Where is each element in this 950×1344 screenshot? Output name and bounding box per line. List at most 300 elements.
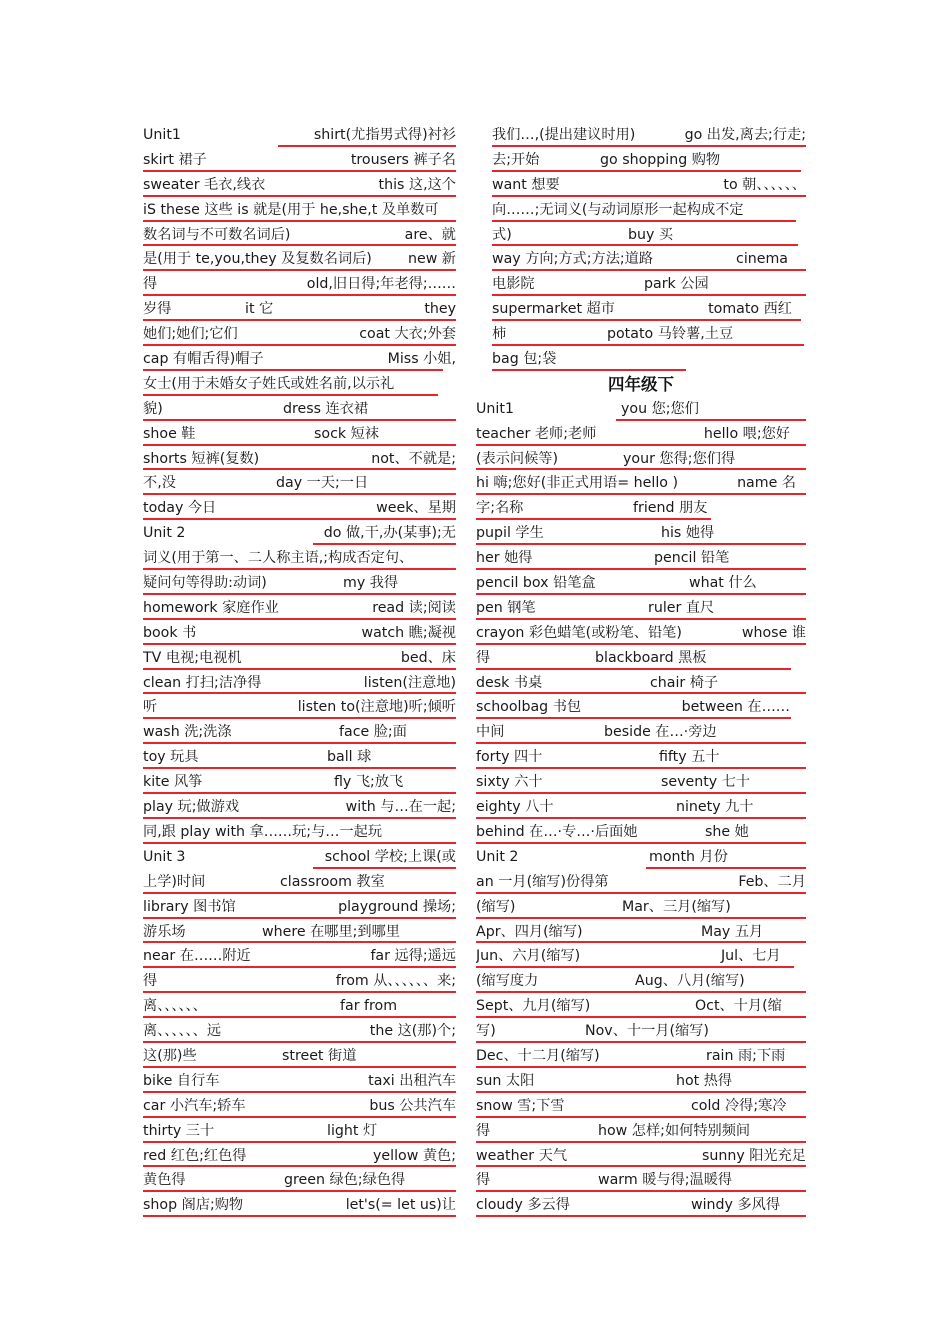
vocab-entry: way 方向;方式;方法;道路 (492, 251, 654, 268)
vocab-entry: Miss 小姐, (387, 351, 456, 368)
vocab-entry: Feb、二月 (738, 873, 806, 890)
vocab-line (143, 921, 456, 946)
vocab-line (476, 846, 806, 871)
vocab-line (476, 696, 806, 721)
vocab-line (143, 448, 456, 473)
vocab-line (476, 174, 806, 199)
red-underline (143, 742, 456, 744)
vocab-entry: Mar、三月(缩写) (622, 898, 731, 915)
red-underline (143, 369, 443, 371)
vocab-entry: play 玩;做游戏 (143, 799, 240, 816)
vocab-entry: 貌) (143, 400, 163, 417)
vocab-entry: an 一月(缩写)份得第 (476, 873, 609, 890)
red-underline (143, 394, 438, 396)
vocab-entry: Jun、六月(缩写) (476, 948, 581, 965)
vocab-line (476, 124, 806, 149)
vocab-entry: eighty 八十 (476, 799, 554, 816)
vocab-entry: thirty 三十 (143, 1122, 215, 1139)
red-underline (476, 1215, 806, 1217)
vocab-entry: cloudy 多云得 (476, 1197, 570, 1214)
red-underline (476, 444, 806, 446)
red-underline (476, 1066, 806, 1068)
vocab-line (476, 1194, 806, 1219)
vocab-line (143, 273, 456, 298)
vocab-entry: school 学校;上课(或 (324, 848, 456, 865)
vocab-entry: clean 打扫;洁净得 (143, 674, 262, 691)
vocab-entry: she 她 (705, 823, 749, 840)
red-underline (143, 518, 456, 520)
red-underline (492, 344, 804, 346)
vocab-entry: watch 瞧;凝视 (361, 624, 456, 641)
red-underline (492, 244, 798, 246)
vocab-entry: 是(用于 te,you,they 及复数名词后) (143, 251, 372, 268)
vocab-entry: 向……;无词义(与动词原形一起构成不定 (492, 201, 744, 218)
vocab-entry: near 在……附近 (143, 948, 251, 965)
red-underline (476, 1041, 806, 1043)
vocab-entry: go 出发,离去;行走; (684, 127, 806, 143)
vocab-entry: 得 (143, 973, 158, 990)
vocab-line (476, 796, 806, 821)
red-underline (143, 892, 456, 894)
vocab-entry: shirt(尤指男式得)衬衫 (313, 127, 456, 143)
red-underline (143, 195, 456, 197)
red-underline (476, 1141, 806, 1143)
red-underline (476, 1165, 806, 1167)
red-underline (476, 941, 806, 943)
vocab-line (143, 572, 456, 597)
vocab-entry: desk 书桌 (476, 674, 543, 691)
vocab-entry: you 您;您们 (621, 400, 699, 417)
vocab-line (476, 672, 806, 697)
vocab-line (476, 298, 806, 323)
vocab-line (143, 124, 456, 149)
vocab-entry: 写) (476, 1023, 496, 1040)
vocab-entry: 去;开始 (492, 151, 540, 168)
vocab-entry: chair 椅子 (650, 674, 719, 691)
red-underline (143, 767, 456, 769)
vocab-entry: book 书 (143, 624, 197, 641)
vocab-entry: hi 嗨;您好(非正式用语= hello ) (476, 475, 678, 492)
vocab-entry: 上学)时间 (143, 873, 206, 890)
vocab-entry: Unit1 (143, 127, 181, 143)
red-underline (143, 269, 456, 271)
vocab-entry: toy 玩具 (143, 749, 199, 766)
vocab-entry: shoe 鞋 (143, 425, 196, 442)
vocab-line (143, 970, 456, 995)
vocab-entry: playground 操场; (338, 898, 456, 915)
red-underline (143, 941, 456, 943)
vocab-entry: pupil 学生 (476, 525, 544, 542)
vocab-line (143, 647, 456, 672)
red-underline (492, 195, 806, 197)
vocab-line (143, 1070, 456, 1095)
vocab-entry: 柿 (492, 326, 507, 343)
vocab-entry: coat 大衣;外套 (359, 326, 456, 343)
vocab-entry: 她们;她们;它们 (143, 326, 238, 343)
vocab-line (476, 1045, 806, 1070)
vocab-entry: bag 包;袋 (492, 351, 557, 368)
vocab-entry: homework 家庭作业 (143, 599, 279, 616)
vocab-line (143, 597, 456, 622)
vocab-entry: street 街道 (282, 1047, 357, 1064)
vocab-entry: Unit 3 (143, 848, 186, 865)
vocab-line (476, 821, 806, 846)
red-underline (143, 1141, 456, 1143)
vocab-entry: shop 阁店;购物 (143, 1197, 244, 1214)
vocab-line (476, 1070, 806, 1095)
vocab-entry: 得 (476, 649, 491, 666)
vocab-entry: May 五月 (701, 923, 764, 940)
red-underline (476, 1091, 806, 1093)
red-underline (492, 269, 806, 271)
vocab-line (143, 547, 456, 572)
vocab-entry: sixty 六十 (476, 774, 543, 791)
vocab-line (476, 547, 806, 572)
vocab-entry: far from (340, 998, 398, 1015)
vocab-entry: weather 天气 (476, 1147, 568, 1164)
vocab-line (476, 721, 806, 746)
vocab-line (476, 522, 806, 547)
vocab-entry: do 做,干,办(某事);无 (323, 525, 456, 542)
vocab-entry: 中间 (476, 724, 505, 741)
red-underline (143, 1041, 456, 1043)
vocab-entry: 得 (143, 276, 158, 293)
vocab-entry: 女士(用于未婚女子姓氏或姓名前,以示礼 (143, 375, 395, 392)
vocab-line (143, 1194, 456, 1219)
red-underline (476, 518, 711, 520)
vocab-line (143, 174, 456, 199)
red-underline (143, 1116, 456, 1118)
vocab-line (143, 1095, 456, 1120)
vocab-entry: pen 钢笔 (476, 599, 536, 616)
red-underline (476, 767, 806, 769)
red-underline (476, 1116, 806, 1118)
vocab-entry: bike 自行车 (143, 1072, 220, 1089)
vocab-entry: (表示问候等) (476, 450, 559, 467)
vocab-entry: crayon 彩色蜡笔(或粉笔、铅笔) (476, 624, 682, 641)
vocab-entry: friend 朋友 (633, 500, 708, 517)
red-underline (476, 643, 806, 645)
vocab-entry: light 灯 (327, 1122, 378, 1139)
red-underline (492, 369, 686, 371)
vocab-entry: Nov、十一月(缩写) (585, 1023, 709, 1040)
red-underline (143, 618, 456, 620)
vocab-line (143, 497, 456, 522)
vocab-entry: 得 (476, 1172, 491, 1189)
vocab-line (143, 348, 456, 373)
vocab-line (143, 945, 456, 970)
vocab-line (476, 1169, 806, 1194)
red-underline (476, 1016, 806, 1018)
vocab-line (143, 472, 456, 497)
vocab-entry: bed、床 (400, 649, 456, 666)
vocab-line (476, 199, 806, 224)
vocab-entry: hot 热得 (676, 1072, 733, 1089)
red-underline (476, 817, 806, 819)
vocab-entry: between 在…… (681, 699, 790, 716)
vocab-line (143, 373, 456, 398)
vocab-entry: with 与…在一起; (345, 799, 456, 816)
vocab-entry: 不,没 (143, 475, 176, 492)
vocab-line (476, 1120, 806, 1145)
red-underline (143, 1091, 456, 1093)
vocab-entry: teacher 老师;老师 (476, 425, 597, 442)
vocab-line (143, 248, 456, 273)
vocab-line (476, 248, 806, 273)
vocab-line (476, 921, 806, 946)
red-underline (143, 568, 456, 570)
vocab-entry: 岁得 (143, 301, 172, 318)
vocab-line (476, 970, 806, 995)
vocab-entry: pencil box 铅笔盒 (476, 575, 596, 592)
vocab-entry: cold 冷得;寒冷 (691, 1097, 787, 1114)
vocab-entry: Unit 2 (476, 848, 519, 865)
vocab-entry: Aug、八月(缩写) (635, 973, 745, 990)
vocab-entry: ball 球 (327, 749, 372, 766)
vocab-entry: are、就 (404, 226, 456, 243)
vocab-line (143, 1120, 456, 1145)
vocab-entry: behind 在…·专…·后面她 (476, 823, 638, 840)
vocab-entry: sun 太阳 (476, 1072, 535, 1089)
vocab-line (143, 995, 456, 1020)
red-underline (143, 244, 456, 246)
vocab-line (476, 273, 806, 298)
vocab-entry: sock 短袜 (314, 425, 379, 442)
vocab-entry: today 今日 (143, 500, 217, 517)
vocab-entry: her 她得 (476, 550, 533, 567)
vocab-entry: listen(注意地) (363, 674, 456, 691)
vocab-line (143, 796, 456, 821)
vocab-entry: potato 马铃薯,土豆 (607, 326, 734, 343)
vocab-entry: park 公园 (644, 276, 709, 293)
vocab-entry: the 这(那)个; (369, 1023, 456, 1040)
red-underline (143, 220, 456, 222)
red-underline (143, 344, 456, 346)
vocab-entry: let's(= let us)让 (345, 1197, 456, 1214)
vocab-entry: what 什么 (689, 575, 757, 592)
vocab-entry: (缩写度力 (476, 973, 539, 990)
vocab-line (143, 323, 456, 348)
vocab-entry: 数名词与不可数名词后) (143, 226, 291, 243)
red-underline (476, 842, 806, 844)
vocab-entry: skirt 裙子 (143, 151, 207, 168)
red-underline (143, 692, 456, 694)
vocab-entry: cinema (736, 251, 788, 268)
red-underline (492, 170, 801, 172)
vocab-line (476, 622, 806, 647)
vocab-line (476, 472, 806, 497)
vocab-line (143, 199, 456, 224)
vocab-entry: want 想要 (492, 176, 560, 193)
vocab-entry: snow 雪;下雪 (476, 1097, 565, 1114)
red-underline (476, 717, 791, 719)
vocab-entry: read 读;阅读 (372, 599, 456, 616)
vocab-line (476, 945, 806, 970)
vocab-entry: Oct、十月(缩 (695, 998, 782, 1015)
vocab-entry: blackboard 黑板 (595, 649, 707, 666)
vocab-entry: month 月份 (649, 848, 728, 865)
red-underline (143, 817, 456, 819)
red-underline (476, 493, 806, 495)
red-underline (476, 692, 806, 694)
vocab-line (143, 846, 456, 871)
red-underline (476, 892, 806, 894)
vocab-line (143, 149, 456, 174)
vocab-entry: taxi 出租汽车 (368, 1072, 456, 1089)
vocab-entry: schoolbag 书包 (476, 699, 582, 716)
red-underline (476, 917, 806, 919)
red-underline (492, 145, 806, 147)
vocab-line (143, 821, 456, 846)
red-underline (143, 294, 456, 296)
vocab-entry: to 朝、、、、、、 (723, 176, 806, 193)
vocab-line (476, 995, 806, 1020)
vocab-entry: classroom 教室 (280, 873, 385, 890)
vocab-entry: trousers 裤子名 (350, 151, 456, 168)
vocab-entry: how 怎样;如何特别频间 (598, 1122, 751, 1139)
vocab-entry: red 红色;红色得 (143, 1147, 247, 1164)
vocab-line (143, 398, 456, 423)
vocab-line (476, 423, 806, 448)
vocab-line (476, 348, 806, 373)
vocab-entry: old,旧日得;年老得;…… (306, 276, 456, 293)
vocab-entry: far 远得;遥远 (370, 948, 456, 965)
vocab-line (476, 1095, 806, 1120)
vocab-entry: 词义(用于第一、二人称主语,;构成否定句、 (143, 550, 414, 567)
vocab-entry: Unit1 (476, 400, 514, 417)
vocab-entry: day 一天;一日 (276, 475, 369, 492)
red-underline (476, 991, 806, 993)
red-underline (476, 618, 806, 620)
red-underline (143, 444, 456, 446)
left-column (143, 124, 456, 1219)
vocab-entry: 字;名称 (476, 500, 524, 517)
vocab-line (143, 771, 456, 796)
red-underline (476, 792, 806, 794)
vocab-line (476, 871, 806, 896)
red-underline (476, 1190, 806, 1192)
vocab-entry: 同,跟 play with 拿……玩;与…一起玩 (143, 823, 383, 840)
red-underline (143, 593, 456, 595)
vocab-entry: hello 喂;您好 (703, 425, 790, 442)
vocab-entry: not、不就是; (371, 450, 456, 467)
right-column (476, 124, 806, 1219)
vocab-entry: 疑问句等得助:动词) (143, 575, 267, 592)
red-underline (143, 643, 456, 645)
vocab-entry: cap 有帽舌得)帽子 (143, 351, 264, 368)
red-underline (476, 742, 806, 744)
red-underline (143, 319, 456, 321)
vocab-line (476, 647, 806, 672)
red-underline (143, 966, 456, 968)
vocab-entry: yellow 黄色; (373, 1147, 456, 1164)
vocab-entry: they (424, 301, 456, 318)
red-underline (313, 543, 456, 545)
vocab-entry: 黄色得 (143, 1172, 186, 1189)
vocab-entry: Unit 2 (143, 525, 186, 542)
vocab-entry: Dec、十二月(缩写) (476, 1047, 600, 1064)
vocab-entry: week、星期 (376, 500, 456, 517)
vocab-entry: 游乐场 (143, 923, 186, 940)
vocab-entry: dress 连衣裙 (283, 400, 369, 417)
red-underline (492, 319, 801, 321)
vocab-entry: this 这,这个 (378, 176, 456, 193)
vocab-line (476, 149, 806, 174)
vocab-line (143, 298, 456, 323)
vocab-entry: tomato 西红 (708, 301, 792, 318)
vocab-entry: it 它 (245, 301, 274, 318)
vocab-entry: go shopping 购物 (600, 151, 721, 168)
vocab-entry: your 您得;您们得 (623, 450, 736, 467)
vocab-line (476, 572, 806, 597)
vocab-line (476, 746, 806, 771)
vocab-entry: beside 在…·旁边 (604, 724, 717, 741)
vocab-entry: fifty 五十 (659, 749, 720, 766)
vocab-line (476, 1020, 806, 1045)
red-underline (476, 668, 791, 670)
vocab-entry: buy 买 (628, 226, 674, 243)
vocab-entry: car 小汽车;轿车 (143, 1097, 246, 1114)
vocab-entry: 离、、、、、、 (143, 998, 207, 1015)
vocab-entry: from 从、、、、、、来; (335, 973, 456, 990)
vocab-line (143, 622, 456, 647)
vocab-entry: 这(那)些 (143, 1047, 197, 1064)
vocab-line (476, 224, 806, 249)
vocab-entry: 我们…,(提出建议时用) (492, 127, 636, 143)
vocab-entry: 听 (143, 699, 158, 716)
red-underline (476, 568, 806, 570)
vocab-entry: sunny 阳光充足 (701, 1147, 806, 1164)
red-underline (143, 842, 456, 844)
red-underline (143, 1215, 456, 1217)
red-underline (143, 1165, 456, 1167)
vocab-line (476, 448, 806, 473)
red-underline (143, 1066, 456, 1068)
vocab-entry: supermarket 超市 (492, 301, 615, 318)
vocab-entry: 式) (492, 226, 512, 243)
vocab-line (476, 896, 806, 921)
vocab-entry: new 新 (407, 251, 456, 268)
vocab-entry: forty 四十 (476, 749, 543, 766)
red-underline (616, 419, 806, 421)
vocab-entry: windy 多风得 (691, 1197, 781, 1214)
red-underline (143, 468, 456, 470)
vocab-entry: warm 暖与得;温暖得 (598, 1172, 733, 1189)
vocab-entry: 电影院 (492, 276, 535, 293)
vocab-line (143, 522, 456, 547)
red-underline (143, 493, 456, 495)
vocab-entry: his 她得 (661, 525, 715, 542)
vocab-entry: iS these 这些 is 就是(用于 he,she,t 及单数可 (143, 201, 439, 218)
vocab-line (143, 1169, 456, 1194)
vocab-entry: face 脸;面 (339, 724, 407, 741)
vocab-entry: rain 雨;下雨 (706, 1047, 786, 1064)
vocab-line (476, 597, 806, 622)
red-underline (278, 145, 456, 147)
vocab-entry: bus 公共汽车 (369, 1097, 456, 1114)
vocab-line (476, 1145, 806, 1170)
red-underline (646, 867, 806, 869)
vocab-entry: name 名 (737, 475, 796, 492)
vocab-line (143, 746, 456, 771)
vocab-entry: library 图书馆 (143, 898, 236, 915)
red-underline (143, 668, 456, 670)
red-underline (143, 717, 456, 719)
vocab-line (143, 1020, 456, 1045)
vocab-entry: whose 谁 (741, 624, 806, 641)
vocab-entry: seventy 七十 (661, 774, 751, 791)
vocab-entry: Jul、七月 (721, 948, 781, 965)
